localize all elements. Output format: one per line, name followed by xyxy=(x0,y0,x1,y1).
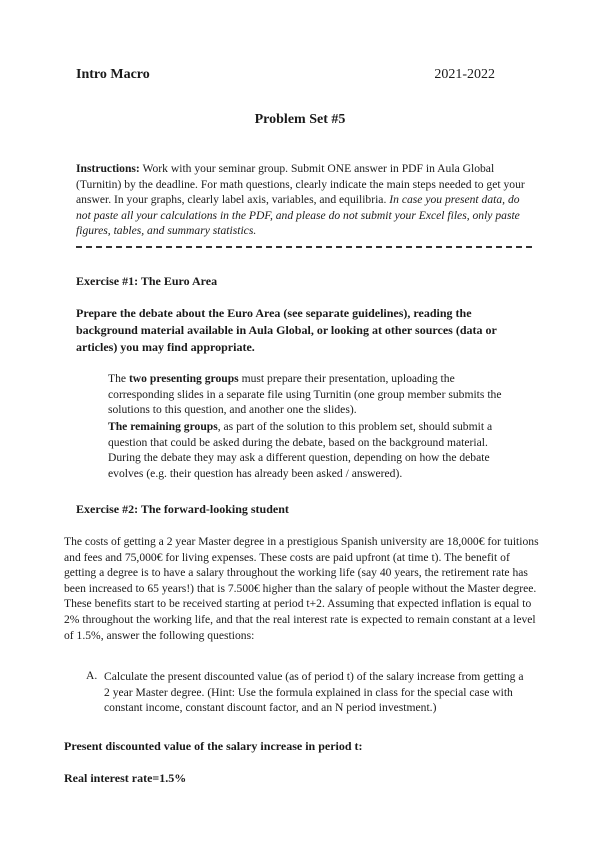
course-name: Intro Macro xyxy=(76,67,150,82)
exercise1-presenting-groups: The two presenting groups must prepare their presentation, uploading the corresponding slides in a separate file using Turnitin (one group member submits the solutions to this question, and another one the slides). xyxy=(108,372,502,417)
item-a-text: Calculate the present discounted value (as of period t) of the salary increase from getting a 2 year Master degree. (Hint: Use the formula explained in class for the special case with constant income, constant discount factor, and an N period investment.) xyxy=(104,670,524,715)
instructions-paragraph xyxy=(76,161,528,239)
item-a-marker: A. xyxy=(86,669,98,682)
interest-rate-heading: Real interest rate=1.5% xyxy=(64,771,187,785)
exercise2-body: The costs of getting a 2 year Master degree in a prestigious Spanish university are 18,000€ for tuitions and fees and 75,000€ for living expenses. These costs are paid upfront (at time t). The benefit of getting a degree is to have a salary throughout the working life (say 40 years, the retirement rate has been increased to 65 years!) that is 7.500€ higher than the salary of people without the Master degree. These benefits start to be received starting at period t+2. Assuming that expected inflation is equal to 2% throughout the working life, and that the real interest rate is expected to remain constant at a level of 1.5%, answer the following questions: xyxy=(64,535,539,642)
presenting-groups-bold: two presenting groups xyxy=(128,372,239,385)
instructions-label: Instructions: xyxy=(76,162,140,175)
page-title: Problem Set #5 xyxy=(254,112,346,127)
exercise1-heading: Exercise #1: The Euro Area xyxy=(76,274,218,288)
remaining-groups-bold: The remaining groups xyxy=(108,420,218,433)
dashed-divider xyxy=(76,246,532,248)
exercise2-heading: Exercise #2: The forward-looking student xyxy=(76,502,289,516)
instructions-text: Work with your seminar group. Submit ONE answer in PDF in Aula Global (Turnitin) by the deadline. For math questions, clearly indicate the main steps needed to get your answer. In your graphs, clearly label axis, variables, and equilibria. xyxy=(76,162,525,207)
exercise1-remaining-groups: The remaining groups, as part of the solution to this problem set, should submit a question that could be asked during the debate, based on the background material. During the debate they may ask a different question, depending on how the debate evolves (e.g. their question has already been asked / answered). xyxy=(108,420,493,480)
instructions-italic-text: In case you present data, do not paste all your calculations in the PDF, and please do not submit your Excel files, only paste figures, tables, and summary statistics. xyxy=(76,193,520,238)
academic-year: 2021-2022 xyxy=(434,67,495,82)
exercise1-prompt: Prepare the debate about the Euro Area (see separate guidelines), reading the background material available in Aula Global, or looking at other sources (data or articles) you may find appropriate. xyxy=(76,306,497,354)
pdv-heading: Present discounted value of the salary increase in period t: xyxy=(64,739,363,753)
